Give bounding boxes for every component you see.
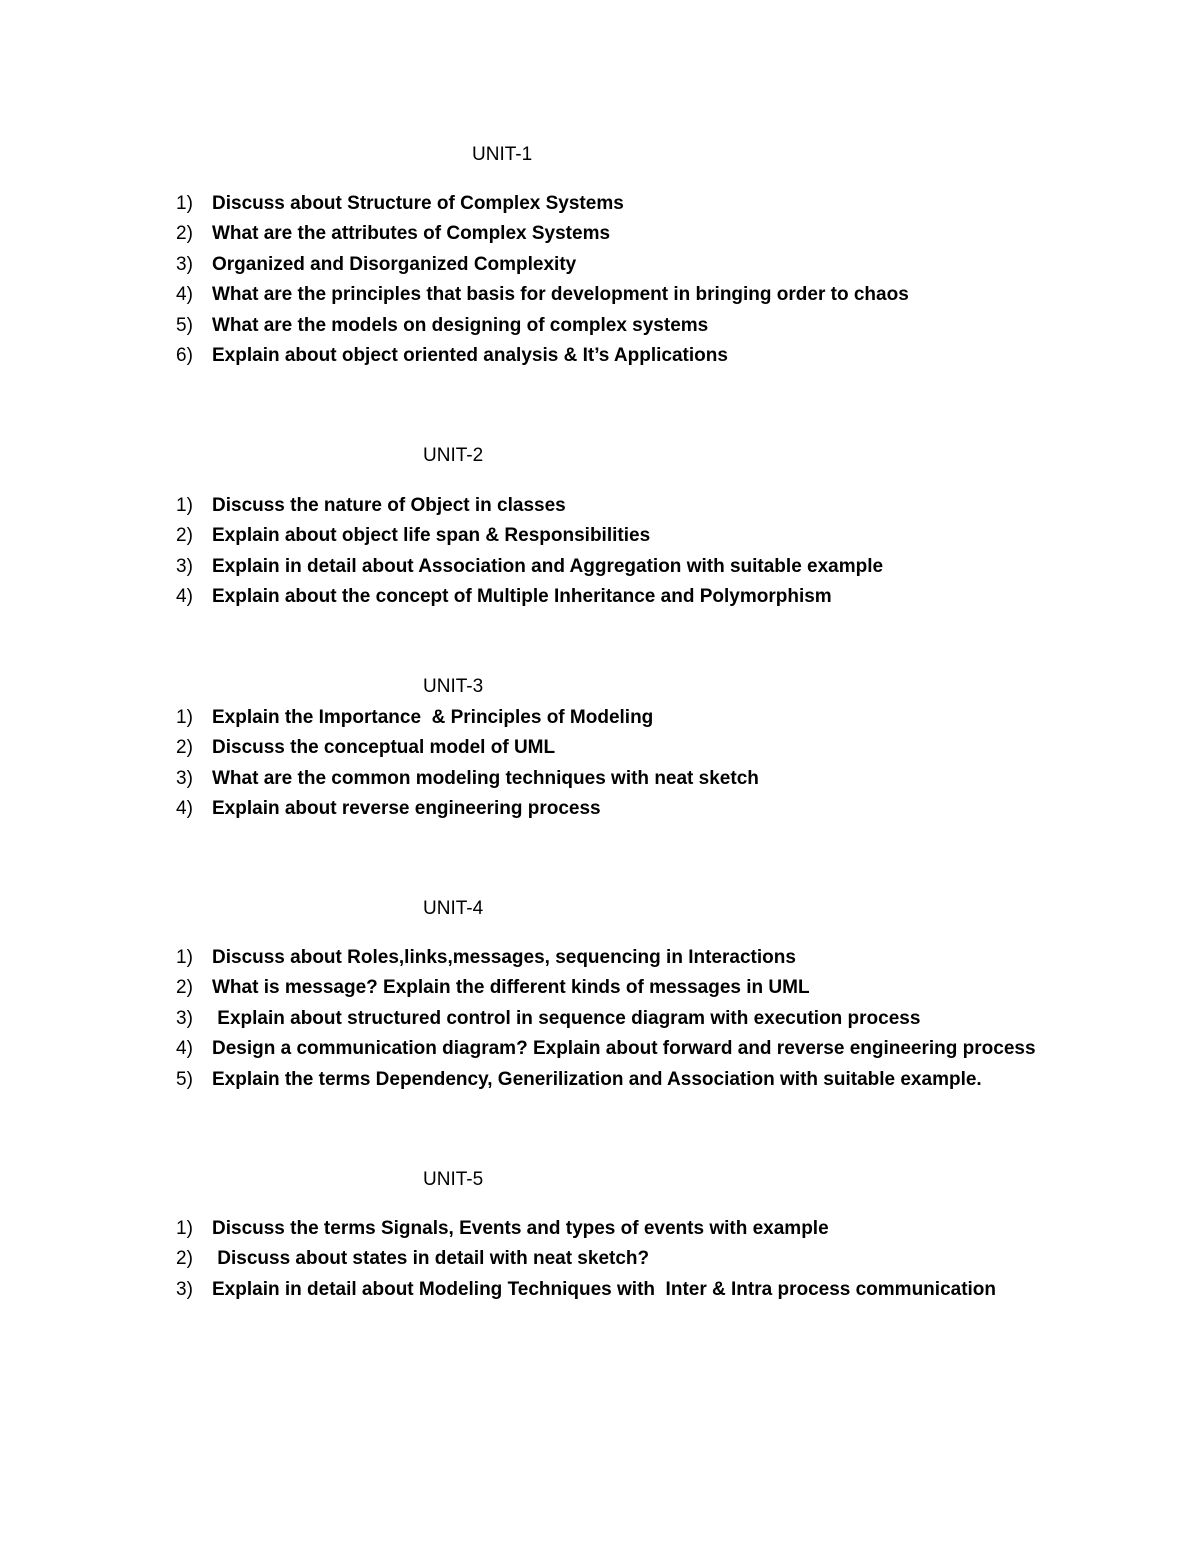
- question-number: 2): [176, 977, 193, 999]
- question-text: Design a communication diagram? Explain about forward and reverse engineering process: [212, 1038, 1036, 1060]
- question-number: 3): [176, 1007, 193, 1029]
- list-item: [176, 736, 759, 766]
- list-item: [176, 585, 883, 615]
- question-text: Discuss the terms Signals, Events and types of events with example: [212, 1218, 829, 1239]
- list-item: [176, 1278, 996, 1308]
- question-text: Explain about object life span & Responsibilities: [212, 525, 651, 547]
- question-number: 2): [176, 1248, 193, 1270]
- question-text: Discuss about Roles,links,messages, sequencing in Interactions: [212, 947, 796, 968]
- list-item: [176, 494, 883, 524]
- question-number: 5): [176, 314, 193, 336]
- question-number: 4): [176, 1038, 193, 1060]
- question-text: Discuss about Structure of Complex Systems: [212, 193, 624, 214]
- question-text: Discuss the conceptual model of UML: [212, 737, 556, 759]
- unit-5-title: UNIT-5: [423, 1169, 484, 1190]
- list-item: [176, 192, 909, 222]
- question-text: Explain in detail about Association and Aggregation with suitable example: [212, 555, 884, 577]
- list-item: [176, 1247, 996, 1277]
- question-number: 3): [176, 253, 193, 275]
- unit-3-title: UNIT-3: [423, 676, 484, 697]
- question-text: What are the attributes of Complex Systems: [212, 223, 611, 245]
- unit-4-title: UNIT-4: [423, 898, 484, 919]
- list-item: [176, 222, 909, 252]
- list-item: [176, 706, 759, 736]
- list-item: [176, 344, 909, 374]
- question-text: Explain the Importance & Principles of Modeling: [212, 707, 654, 728]
- unit-2-question-list: [176, 494, 883, 616]
- question-text: Discuss the nature of Object in classes: [212, 495, 566, 516]
- question-text: Explain in detail about Modeling Techniques with Inter & Intra process communication: [212, 1278, 997, 1300]
- question-text: Explain about object oriented analysis & It’s Applications: [212, 344, 728, 366]
- list-item: [176, 1007, 1036, 1037]
- unit-3-question-list: [176, 706, 759, 828]
- list-item: [176, 253, 909, 283]
- list-item: [176, 767, 759, 797]
- question-number: 2): [176, 525, 193, 547]
- question-text: Explain the terms Dependency, Generilization and Association with suitable example.: [212, 1068, 982, 1090]
- question-number: 4): [176, 586, 193, 608]
- question-number: 5): [176, 1068, 193, 1090]
- question-number: 3): [176, 1278, 193, 1300]
- list-item: [176, 1217, 996, 1247]
- list-item: [176, 976, 1036, 1006]
- unit-1-title: UNIT-1: [472, 144, 533, 165]
- question-number: 6): [176, 344, 193, 366]
- question-number: 4): [176, 284, 193, 306]
- list-item: [176, 314, 909, 344]
- question-text: Explain about the concept of Multiple Inheritance and Polymorphism: [212, 586, 832, 608]
- question-number: 4): [176, 798, 193, 820]
- question-text: What are the common modeling techniques with neat sketch: [212, 767, 759, 789]
- unit-1-question-list: [176, 192, 909, 374]
- question-text: Organized and Disorganized Complexity: [212, 253, 577, 275]
- question-text: Explain about reverse engineering process: [212, 798, 601, 820]
- unit-2-title: UNIT-2: [423, 445, 484, 466]
- list-item: [176, 555, 883, 585]
- question-number: 2): [176, 737, 193, 759]
- unit-5-question-list: [176, 1217, 996, 1308]
- question-number: 2): [176, 223, 193, 245]
- list-item: [176, 1037, 1036, 1067]
- question-text: Explain about structured control in sequence diagram with execution process: [212, 1007, 921, 1029]
- list-item: [176, 283, 909, 313]
- question-number: 1): [176, 193, 193, 214]
- question-number: 1): [176, 707, 193, 728]
- list-item: [176, 524, 883, 554]
- question-text: What are the principles that basis for development in bringing order to chaos: [212, 284, 909, 306]
- list-item: [176, 797, 759, 827]
- list-item: [176, 1068, 1036, 1098]
- question-number: 1): [176, 1218, 193, 1239]
- question-text: What is message? Explain the different kinds of messages in UML: [212, 977, 810, 999]
- question-text: What are the models on designing of complex systems: [212, 314, 709, 336]
- list-item: [176, 946, 1036, 976]
- question-number: 1): [176, 947, 193, 968]
- question-number: 1): [176, 495, 193, 516]
- unit-4-question-list: [176, 946, 1036, 1098]
- question-number: 3): [176, 555, 193, 577]
- question-text: Discuss about states in detail with neat sketch?: [212, 1248, 650, 1270]
- question-number: 3): [176, 767, 193, 789]
